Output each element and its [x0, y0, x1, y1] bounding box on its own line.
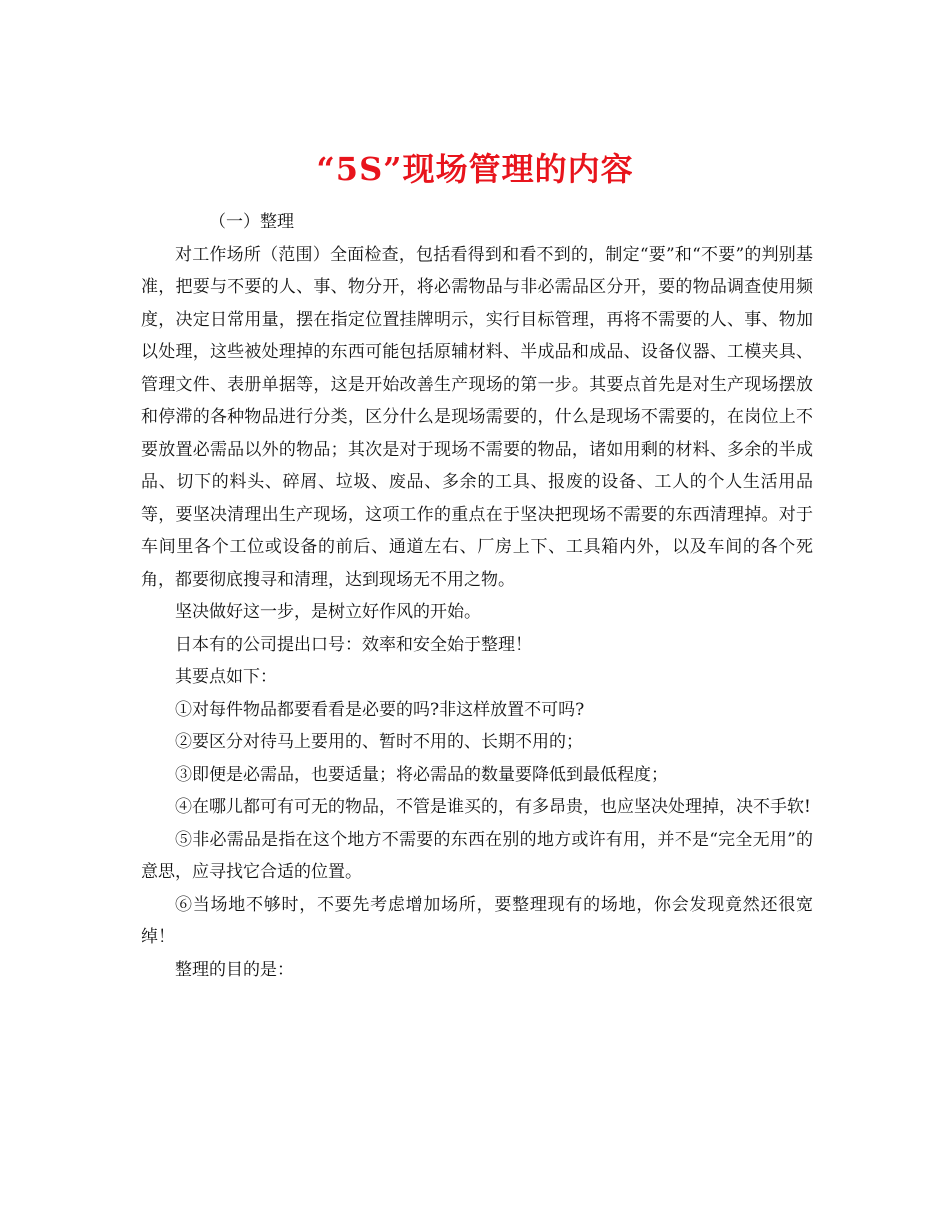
paragraph-intro: 对工作场所（范围）全面检查，包括看得到和看不到的，制定“要”和“不要”的判别基准，把要与不要的人、事、物分开，将必需物品与非必需品区分开，要的物品调查使用频度，决定日常用量，摆在指定位置挂牌明示，实行目标管理，再将不需要的人、事、物加以处理，这些被处理掉的东西可能包括原辅材料、半成品和成品、设备仪器、工模夹具、管理文件、表册单据等，这是开始改善生产现场的第一步。其要点首先是对生产现场摆放和停滞的各种物品进行分类，区分什么是现场需要的，什么是现场不需要的，在岗位上不要放置必需品以外的物品；其次是对于现场不需要的物品，诸如用剩的材料、多余的半成品、切下的料头、碎屑、垃圾、废品、多余的工具、报废的设备、工人的个人生活用品等，要坚决清理出生产现场，这项工作的重点在于坚决把现场不需要的东西清理掉。对于车间里各个工位或设备的前后、通道左右、厂房上下、工具箱内外，以及车间的各个死角，都要彻底搜寻和清理，达到现场无不用之物。 — [141, 244, 813, 590]
list-item: ③即便是必需品，也要适量；将必需品的数量要降低到最低程度； — [175, 764, 668, 785]
list-item: ⑥当场地不够时，不要先考虑增加场所，要整理现有的场地，你会发现竟然还很宽绰！ — [141, 894, 813, 947]
paragraph: 整理的目的是： — [175, 959, 294, 980]
list-item: ④在哪儿都可有可无的物品，不管是谁买的，有多昂贵，也应坚决处理掉，决不手软! — [175, 797, 811, 817]
paragraph: 坚决做好这一步，是树立好作风的开始。 — [175, 602, 481, 622]
page-title: “5S”现场管理的内容 — [316, 150, 634, 189]
section-heading: （一）整理 — [209, 212, 294, 232]
document-body — [141, 206, 813, 986]
list-item: ①对每件物品都要看看是必要的吗?非这样放置不可吗? — [175, 699, 585, 720]
list-item: ②要区分对待马上要用的、暂时不用的、长期不用的； — [175, 732, 583, 752]
list-item: ⑤非必需品是指在这个地方不需要的东西在别的地方或许有用，并不是“完全无用”的意思，应寻找它合适的位置。 — [141, 829, 813, 882]
paragraph: 日本有的公司提出口号：效率和安全始于整理！ — [175, 634, 532, 655]
paragraph: 其要点如下： — [175, 667, 277, 687]
